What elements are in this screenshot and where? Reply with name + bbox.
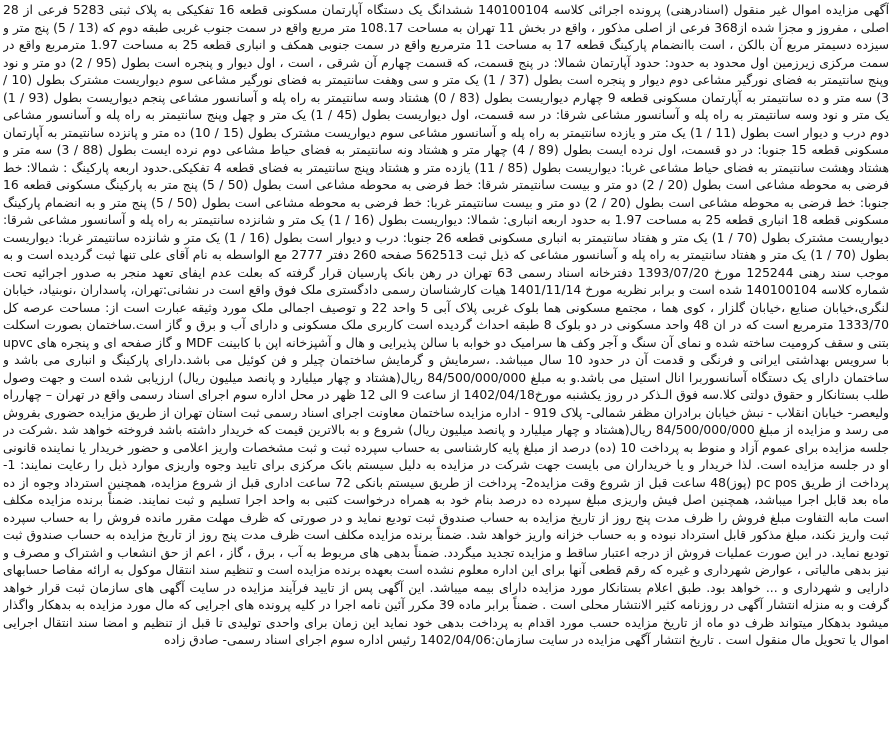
auction-notice-text: آگهی مزایده اموال غیر منقول (اسنادرهنی) پرونده اجرائی کلاسه 140100104 ششدانگ یک دستگاه آپارتمان مسکونی قطعه 16 تفکیکی به پلاک ثبتی 5283 فرعی از 28 اصلی ، مفروز و مجزا شده از368 فرعی از اصلی مذکور ، واقع در بخش 11 تهران به مساحت 108.17 متر مربع واقع در سمت جنوب غربی طبقه دوم که (13 / 5) پنج متر و سیزده دسیمتر مربع آن بالکن ، است باانضمام پارکینگ قطعه 17 به مساحت 11 مترمربع واقع در سمت جنوبی همکف و انباری قطعه 25 به مساحت 1.97 مترمربع واقع در سمت مرکزی زیرزمین اول محدود به حدود: حدود آپارتمان شمالا: در پنج قسمت، که قسمت چهارم آن شرقی ، است ، اول دیوار و پنجره است بطول (95 / 2) دو متر و نود وپنج سانتیمتر به فضای نورگیر مشاعی دوم دیوار و پنجره است بطول (37 / 1) یک متر و سی وهفت سانتیمتر به فضای نورگیر مشاعی سوم دیواریست مشترک بطول (10 / 3) سه متر و ده سانتیمتر به آپارتمان مسکونی قطعه 9 چهارم دیواریست بطول (83 / 0) هشتاد وسه سانتیمتر به راه پله و آسانسور مشاعی پنجم دیواریست بطول (93 / 1) یک متر و نود وسه سانتیمتر به راه پله و آسانسور مشاعی شرقا: در سه قسمت، اول دیواریست بطول (45 / 1) یک متر و چهل وپنج سانتیمتر به راه پله و آسانسور مشاعی دوم درب و دیوار است بطول (11 / 1) یک متر و یازده سانتیمتر به راه پله و آسانسور مشاعی سوم دیواریست مشترک بطول (15 / 10) ده متر و پانزده سانتیمتر به آپارتمان مسکونی قطعه 15 جنوبا: در دو قسمت، اول نرده ایست بطول (89 / 4) چهار متر و هشتاد ونه سانتیمتر به فضای حیاط مشاعی دوم نرده ایست بطول (88 / 3) سه متر و هشتاد وهشت سانتیمتر به فضای حیاط مشاعی غربا: دیواریست بطول (85 / 11) یازده متر و هشتاد وپنج سانتیمتر به فضای قطعه 4 تفکیکی.حدود اربعه پارکینگ : شمالا: خط فرضی به محوطه مشاعی است بطول (20 / 2) دو متر و بیست سانتیمتر شرقا: خط فرضی به محوطه مشاعی است بطول (50 / 5) پنج متر به پارکینگ مسکونی قطعه 16 جنوبا: خط فرضی به محوطه مشاعی است بطول (20 / 2) دو متر و بیست سانتیمتر غربا: خط فرضی به محوطه مشاعی است بطول (50 / 5) پنج متر و به انضمام پارکینگ مسکونی قطعه 18 انباری قطعه 25 به مساحت 1.97 به حدود اربعه انباری: شمالا: دیواریست بطول (16 / 1) یک متر و شانزده سانتیمتر به راه پله و آسانسور مشاعی شرقا: دیواریست مشترک بطول (70 / 1) یک متر و هفتاد سانتیمتر به انباری مسکونی قطعه 26 جنوبا: درب و دیوار است بطول (16 / 1) یک متر و شانزده سانتیمتر غربا: دیواریست بطول (70 / 1) یک متر و هفتاد سانتیمتر به راه پله و آسانسور مشاعی که ذیل ثبت 562513 صفحه 260 دفتر 2777 مع الواسطه به نام آقای علی تنها ثبت گردیده است و به موجب سند رهنی 125244 مورخ 1393/07/20 دفترخانه اسناد رسمی 63 تهران در رهن بانک پارسیان قرار گرفته که بعلت عدم ایفای تعهد منجر به صدور اجرائیه تحت شماره کلاسه 140100104 شده است و برابر نظریه مورخ 1401/11/14 هیات کارشناسان رسمی دادگستری ملک فوق واقع است در نشانی:تهران، پاسداران ،نوبنیاد، خیابان لنگری،خیابان صنایع ،خیابان گلزار ، کوی هما ، مجتمع مسکونی هما بلوک غربی پلاک آبی 5 واحد 22 و توصیف اجمالی ملک مورد وثیقه عبارت است از: مساحت عرصه کل 1333/70 مترمربع است که در ان 48 واحد مسکونی در دو بلوک 8 طبقه احداث گردیده است کاربری ملک مسکونی و دارای آب و برق و گاز است.ساختمان بصورت اسکلت بتنی و سقف کرومیت ساخته شده و نمای آن سنگ و آجر وکف ها سرامیک دو خوابه با سالن پذیرایی و هال و آشپزخانه اپن با کابینت MDF و گاز صفحه ای و پنجره های upvc با سرویس بهداشتی ایرانی و فرنگی و قدمت آن در حدود 10 سال میباشد. ،سرمایش و گرمایش ساختمان چیلر و فن کوئیل می باشد.دارای پارکینگ و انباری می باشد و ساختمان دارای یک دستگاه آسانسوربرا انال استیل می باشد.و به مبلغ 84/500/000/000 ریال(هشتاد و چهار میلیارد و پانصد میلیون ریال) ارزیابی شده است و جهت وصول طلب بستانکار و حقوق دولتی کلا.سه فوق الـذکر در روز یکشنبه مورخ1402/04/18 از ساعت 9 الی 12 ظهر در محل اداره سوم اجرای اسناد رسمی واقع در تهران – چهارراه ولیعصر- خیابان انقلاب - نبش خیابان برادران مظفر شمالی- پلاک 919 - اداره مزایده ساختمان معاونت اجرای اسناد رسمی ثبت استان تهران از طریق مزایده حضوری بفروش می رسد و مزایده از مبلغ 84/500/000/000 ریال(هشتاد و چهار میلیارد و پانصد میلیون ریال) شروع و به بالاترین قیمت که خریدار داشته باشد فروخته خواهد شد .شرکت در جلسه مزایده برای عموم آزاد و منوط به پرداخت 10 (ده) درصد از مبلغ پایه کارشناسی به حساب سپرده ثبت و ثبت مشخصات واریز اعلامی و حضور خریدار یا نماینده قانونی او در جلسه مزایده است. لذا خریدار و یا خریداران می بایست جهت شرکت در مزایده به دلیل سیستم بانک مرکزی برای تایید وجوه واریزی موارد ذیل را رعایت نمایند: 1- پرداخت از طریق pc pos (پوز)48 ساعت قبل از شروع وقت مزایده2- پرداخت از طریق سیستم بانکی 72 ساعت اداری قبل از شروع مزایده، همچنین استرداد وجوه از ده ماه بعد قابل اجرا میباشد، همچنین اصل فیش واریزی مبلغ سپرده ده درصد بنام خود به همراه درخواست کتبی به واحد اجرا تسلیم و ثبت نمایند. ضمناً برنده مزایده مکلف است مابه التفاوت مبلغ فروش را ظرف مدت پنج روز از تاریخ مزایده به حساب صندوق ثبت تودیع نماید و در صورتی که ظرف مهلت مقرر مانده فروش را به حساب سپرده ثبت واریز نکند، مبلغ مذکور قابل استرداد نبوده و به حساب خزانه واریز خواهد شد. ضمناً برنده مزایده مکلف است ظرف مدت پنج روز از تاریخ مزایده به حساب صندوق ثبت تودیع نماید. در این صورت عملیات فروش از درجه اعتبار ساقط و مزایده تجدید میگردد. ضمناً بدهی های مربوط به آب ، برق ، گاز ، اعم از حق انشعاب و اشتراک و مصرف و نیز بدهی مالیاتی ، عوارض شهرداری و غیره که رقم قطعی آنها برای این اداره معلوم نشده است بعهده برنده مزایده است و تنظیم سند انتقال موکول به ارائه مفاصا حسابهای دارایی و شهرداری و ... خواهد بود. طبق اعلام بستانکار مورد مزایده دارای بیمه میباشد. این آگهی پس از تایید فرآیند مزایده در سایت آگهی های سازمان ثبت قرار خواهد گرفت و به منزله انتشار آگهی در روزنامه کثیر الانتشار محلی است . ضمناً برابر ماده 39 مکرر آئین نامه اجرا در کلیه پرونده های اجرایی که مال مورد مزایده به بدهکار واگذار میشود بدهکار میتواند ظرف دو ماه از تاریخ مزایده حسب مورد اقدام به پرداخت بدهی خود نماید این زمان برای واحدی تولیدی تا قبل از تنظیم و امضا سند انتقال اجرایی اموال یا تحویل مال منقول است . تاریخ انتشار آگهی مزایده در سایت سازمان:1402/04/06 رئیس اداره سوم اجرای اسناد رسمی- صادق زاده — [3, 3, 889, 647]
